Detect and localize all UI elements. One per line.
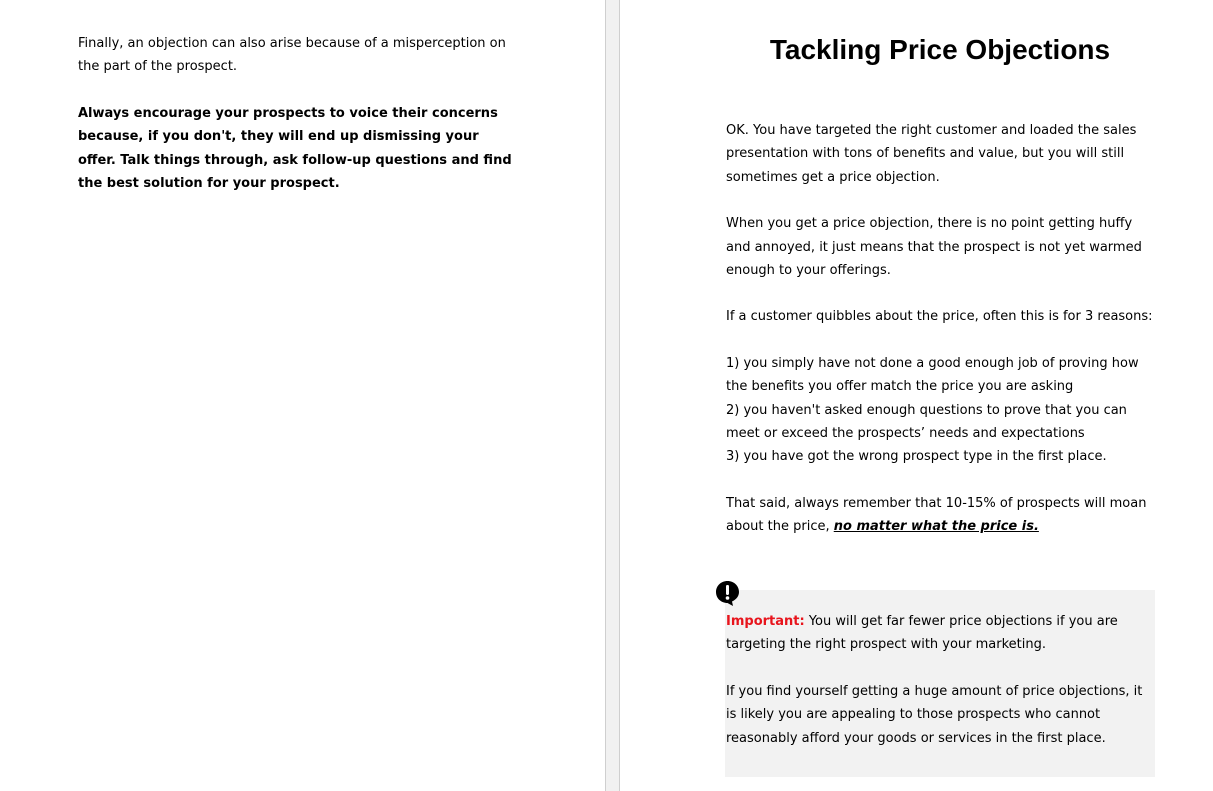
reasons-intro-paragraph: If a customer quibbles about the price, often this is for 3 reasons: (726, 309, 1153, 325)
reasons-list (726, 352, 1158, 469)
moan-paragraph (726, 492, 1158, 539)
moan-text: That said, always remember that 10-15% of prospects will moan about the price, (726, 495, 1147, 535)
important-label: Important: (726, 614, 805, 629)
misperception-paragraph: Finally, an objection can also arise because of a misperception on the part of the prospect. (78, 36, 506, 75)
callout-paragraph-2: If you find yourself getting a huge amount of price objections, it is likely you are appealing to those prospects who cannot reasonably afford your goods or services in the first place. (726, 683, 1143, 746)
price-objection-paragraph: When you get a price objection, there is no point getting huffy and annoyed, it just means that the prospect is not yet warmed enough to your offerings. (726, 216, 1142, 279)
page-gutter (605, 0, 620, 791)
callout-text-1: You will get far fewer price objections if you are targeting the right prospect with your marketing. (726, 614, 1118, 653)
right-page (620, 0, 1213, 791)
callout-paragraph-1 (726, 610, 1148, 657)
reason-item: 2) you haven't asked enough questions to prove that you can meet or exceed the prospects’ needs and expectations (726, 402, 1127, 442)
exclamation-icon (715, 580, 740, 607)
left-page-content (78, 32, 518, 218)
right-page-content (726, 119, 1158, 562)
page-title: Tackling Price Objections (769, 34, 1111, 65)
important-callout (725, 590, 1155, 777)
moan-emphasis: no matter what the price is. (833, 519, 1039, 535)
reason-item: 3) you have got the wrong prospect type in the first place. (726, 449, 1107, 465)
encourage-concerns-paragraph: Always encourage your prospects to voice their concerns because, if you don't, they will end up dismissing your offer. Talk things through, ask follow-up questions and find the best solution for your prospect. (78, 105, 512, 192)
intro-paragraph: OK. You have targeted the right customer and loaded the sales presentation with tons of benefits and value, but you will still sometimes get a price objection. (726, 123, 1137, 185)
callout-content (726, 610, 1148, 773)
reason-item: 1) you simply have not done a good enough job of proving how the benefits you offer match the price you are asking (726, 355, 1139, 395)
left-page (0, 0, 605, 791)
